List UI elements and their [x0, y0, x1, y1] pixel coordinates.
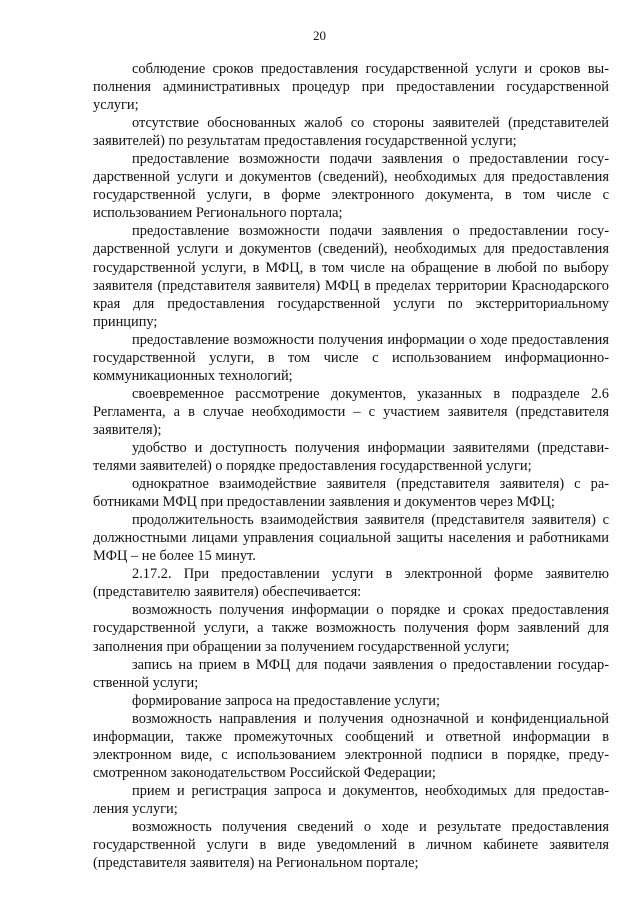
paragraph-deadlines: соблюдение сроков предоставления государственной услуги и сроков выполнения административных процедур при предоставлении государственной услуги;	[93, 61, 609, 114]
page-number: 20	[313, 28, 326, 43]
paragraph-confidential-info: возможность направления и получения однозначной и конфиденциальной информации, также промежуточных сообщений и ответной информации в электронном виде, с использованием электронной подписи в порядке, предусмотренном законодательством Российской Федерации;	[93, 710, 609, 781]
paragraph-no-complaints: отсутствие обоснованных жалоб со стороны заявителей (представителей заявителей) по результатам предоставления государственной услуги;	[93, 115, 609, 150]
paragraph-request-forming: формирование запроса на предоставление услуги;	[132, 692, 440, 709]
paragraph-request-registration: прием и регистрация запроса и документов, необходимых для предоставления услуги;	[93, 782, 609, 817]
paragraph-status-notifications: возможность получения сведений о ходе и результате предоставления государственной услуги в виде уведомлений в личном кабинете заявителя (представителя заявителя) на Региональном портале;	[93, 818, 609, 872]
paragraph-mfc-appointment: запись на прием в МФЦ для подачи заявления о предоставлении государственной услуги;	[93, 656, 609, 691]
paragraph-interaction-duration: продолжительность взаимодействия заявителя (представителя заявителя) с должностными лицами управления социальной защиты населения и работниками МФЦ – не более 15 минут.	[93, 512, 609, 565]
paragraph-mfc-submission: предоставление возможности подачи заявления о предоставлении государственной услуги и документов (сведений), необходимых для предоставления государственной услуги, в МФЦ, в том числе на обращение в любой по выбору заявителя (представителя заявителя) МФЦ в пределах территории Краснодарского края для предоставления государственной услуги по экстерриториальному принципу;	[93, 223, 609, 330]
document-body	[93, 60, 609, 872]
paragraph-progress-info: предоставление возможности получения информации о ходе предоставления государственной услуги, в том числе с использованием информационно-коммуникационных технологий;	[93, 331, 609, 384]
paragraph-timely-review: своевременное рассмотрение документов, указанных в подразделе 2.6 Регламента, а в случае необходимости – с участием заявителя (представителя заявителя);	[93, 385, 609, 438]
paragraph-electronic-submission: предоставление возможности подачи заявления о предоставлении государственной услуги и документов (сведений), необходимых для предоставления государственной услуги, в форме электронного документа, в том числе с использованием Регионального портала;	[93, 151, 609, 222]
paragraph-single-interaction: однократное взаимодействие заявителя (представителя заявителя) с работниками МФЦ при предоставлении заявления и документов через МФЦ;	[93, 476, 609, 511]
paragraph-info-accessibility: удобство и доступность получения информации заявителями (представителями заявителей) о порядке предоставления государственной услуги;	[93, 439, 609, 475]
paragraph-info-forms: возможность получения информации о порядке и сроках предоставления государственной услуги, а также возможность получения форм заявлений для заполнения при обращении за получением государственной услуги;	[93, 602, 609, 655]
paragraph-section-2-17-2: 2.17.2. При предоставлении услуги в электронной форме заявителю (представителю заявителя) обеспечивается:	[93, 566, 609, 601]
